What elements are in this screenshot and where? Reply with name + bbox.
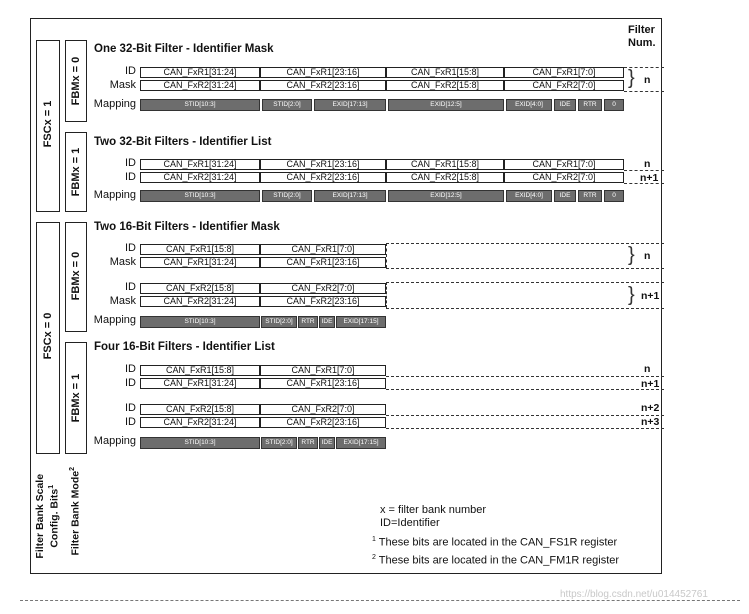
filter-num-header — [628, 24, 656, 50]
s1-r1-c3: CAN_FxR1[15:8] — [386, 67, 504, 78]
s3-brace-1: } — [628, 244, 635, 266]
s4-num-1: n — [644, 363, 651, 375]
scale-sup: 1 — [47, 484, 55, 489]
s4-dash-3 — [386, 415, 664, 416]
note-line4-sup: 2 — [372, 554, 376, 561]
s3-dash-1 — [386, 243, 664, 244]
s1-dash-bot — [624, 91, 664, 92]
s4-r2-c1: CAN_FxR1[31:24] — [140, 378, 260, 389]
s4-r1-c1: CAN_FxR1[15:8] — [140, 365, 260, 376]
s4-map-3: RTR — [298, 437, 318, 449]
s3-num-2: n+1 — [641, 290, 660, 302]
s3-r3-c1: CAN_FxR2[15:8] — [140, 283, 260, 294]
s2-dash-top — [624, 170, 664, 171]
s3-dash-4 — [386, 308, 664, 309]
fbmx0-a-label: FBMx = 0 — [70, 56, 82, 106]
s3-row3-label: ID — [125, 281, 136, 293]
s2-r1-c1: CAN_FxR1[31:24] — [140, 159, 260, 170]
fbmx1-a-label: FBMx = 1 — [70, 147, 82, 197]
s4-num-4: n+3 — [641, 416, 660, 428]
s1-map-8: 0 — [604, 99, 624, 111]
mode-sup: 2 — [68, 467, 76, 471]
s4-map-4: IDE — [319, 437, 335, 449]
note-line3-sup: 1 — [372, 536, 376, 543]
s1-r1-c4: CAN_FxR1[7:0] — [504, 67, 624, 78]
s2-mapping-label: Mapping — [93, 189, 136, 201]
s2-map-7: RTR — [578, 190, 602, 202]
s3-row4-label: Mask — [109, 295, 136, 307]
s1-r2-c1: CAN_FxR2[31:24] — [140, 80, 260, 91]
fbmx1-b-label: FBMx = 1 — [70, 373, 82, 423]
s4-row3-label: ID — [125, 402, 136, 414]
fbmx0-b-label: FBMx = 0 — [70, 251, 82, 301]
s2-r2-c1: CAN_FxR2[31:24] — [140, 172, 260, 183]
note-line4 — [372, 554, 619, 567]
s4-row2-label: ID — [125, 377, 136, 389]
s2-map-8: 0 — [604, 190, 624, 202]
s3-dashv-2 — [386, 282, 387, 308]
section2-title: Two 32-Bit Filters - Identifier List — [94, 136, 272, 148]
filter-num-header-line2: Num. — [628, 37, 656, 49]
fscx0-label: FSCx = 0 — [42, 312, 54, 360]
bottom-separator — [20, 600, 740, 601]
s4-row4-label: ID — [125, 416, 136, 428]
s3-num-1: n — [644, 250, 651, 262]
s1-map-2: STID[2:0] — [262, 99, 312, 111]
s1-map-5: EXID[4:0] — [506, 99, 552, 111]
s3-r4-c2: CAN_FxR2[23:16] — [260, 296, 386, 307]
note-line3 — [372, 536, 617, 549]
s2-num-2: n+1 — [640, 172, 659, 184]
s3-r2-c2: CAN_FxR1[23:16] — [260, 257, 386, 268]
s1-r2-c3: CAN_FxR2[15:8] — [386, 80, 504, 91]
s3-mapping-label: Mapping — [93, 314, 136, 326]
section3-title: Two 16-Bit Filters - Identifier Mask — [94, 221, 280, 233]
s2-map-2: STID[2:0] — [262, 190, 312, 202]
s4-dash-4 — [386, 428, 664, 429]
s1-r1-c2: CAN_FxR1[23:16] — [260, 67, 386, 78]
s3-brace-2: } — [628, 284, 635, 306]
s2-map-6: IDE — [554, 190, 576, 202]
filter-bank-scale-label — [34, 461, 61, 571]
s1-map-3: EXID[17:13] — [314, 99, 386, 111]
s2-map-5: EXID[4:0] — [506, 190, 552, 202]
s1-r2-c4: CAN_FxR2[7:0] — [504, 80, 624, 91]
s4-dash-2 — [386, 389, 664, 390]
s4-r3-c1: CAN_FxR2[15:8] — [140, 404, 260, 415]
s4-num-3: n+2 — [641, 402, 660, 414]
filter-num-header-line1: Filter — [628, 24, 655, 36]
section1-title: One 32-Bit Filter - Identifier Mask — [94, 43, 274, 55]
s2-row1-label: ID — [125, 157, 136, 169]
note-line4-text: These bits are located in the CAN_FM1R register — [378, 554, 620, 567]
s3-r1-c2: CAN_FxR1[7:0] — [260, 244, 386, 255]
s4-r1-c2: CAN_FxR1[7:0] — [260, 365, 386, 376]
s4-dash-1 — [386, 376, 664, 377]
section4-title: Four 16-Bit Filters - Identifier List — [94, 341, 275, 353]
watermark: https://blog.csdn.net/u014452761 — [560, 589, 708, 600]
s4-map-5: EXID[17:15] — [336, 437, 386, 449]
s2-map-1: STID[10:3] — [140, 190, 260, 202]
fscx1-label: FSCx = 1 — [42, 100, 54, 148]
s4-row1-label: ID — [125, 363, 136, 375]
s3-map-3: RTR — [298, 316, 318, 328]
s2-r2-c2: CAN_FxR2[23:16] — [260, 172, 386, 183]
s2-r2-c4: CAN_FxR2[7:0] — [504, 172, 624, 183]
s3-dash-2 — [386, 268, 664, 269]
filter-bank-mode-text: Filter Bank Mode — [69, 470, 82, 556]
s3-row2-label: Mask — [109, 256, 136, 268]
s2-num-1: n — [644, 158, 651, 170]
s1-row1-label: ID — [125, 65, 136, 77]
note-line2: ID=Identifier — [380, 517, 440, 529]
s2-r2-c3: CAN_FxR2[15:8] — [386, 172, 504, 183]
s2-r1-c2: CAN_FxR1[23:16] — [260, 159, 386, 170]
s1-mapping-label: Mapping — [93, 98, 136, 110]
s1-num-1: n — [644, 74, 651, 86]
s3-r2-c1: CAN_FxR1[31:24] — [140, 257, 260, 268]
s4-r2-c2: CAN_FxR1[23:16] — [260, 378, 386, 389]
s4-mapping-label: Mapping — [93, 435, 136, 447]
s1-row2-label: Mask — [109, 79, 136, 91]
s3-map-1: STID[10:3] — [140, 316, 260, 328]
s2-row2-label: ID — [125, 171, 136, 183]
note-line3-text: These bits are located in the CAN_FS1R register — [378, 536, 618, 549]
note-line1: x = filter bank number — [380, 504, 487, 516]
s3-map-2: STID[2:0] — [261, 316, 297, 328]
s3-r4-c1: CAN_FxR2[31:24] — [140, 296, 260, 307]
s3-dashv-1 — [386, 243, 387, 268]
s3-dash-3 — [386, 282, 664, 283]
s2-r1-c3: CAN_FxR1[15:8] — [386, 159, 504, 170]
s4-r4-c2: CAN_FxR2[23:16] — [260, 417, 386, 428]
s1-r2-c2: CAN_FxR2[23:16] — [260, 80, 386, 91]
s3-map-4: IDE — [319, 316, 335, 328]
s3-row1-label: ID — [125, 242, 136, 254]
s1-map-4: EXID[12:5] — [388, 99, 504, 111]
s1-brace: } — [628, 67, 635, 89]
s1-map-7: RTR — [578, 99, 602, 111]
s2-map-4: EXID[12:5] — [388, 190, 504, 202]
s4-r3-c2: CAN_FxR2[7:0] — [260, 404, 386, 415]
s1-r1-c1: CAN_FxR1[31:24] — [140, 67, 260, 78]
s3-r3-c2: CAN_FxR2[7:0] — [260, 283, 386, 294]
s4-num-2: n+1 — [641, 378, 660, 390]
s4-map-2: STID[2:0] — [261, 437, 297, 449]
s2-r1-c4: CAN_FxR1[7:0] — [504, 159, 624, 170]
s1-map-1: STID[10:3] — [140, 99, 260, 111]
s4-r4-c1: CAN_FxR2[31:24] — [140, 417, 260, 428]
s3-r1-c1: CAN_FxR1[15:8] — [140, 244, 260, 255]
s3-map-5: EXID[17:15] — [336, 316, 386, 328]
s4-map-1: STID[10:3] — [140, 437, 260, 449]
filter-bank-mode-label — [69, 461, 82, 561]
s2-map-3: EXID[17:13] — [314, 190, 386, 202]
filter-bank-scale-text: Filter Bank Scale Config. Bits — [33, 473, 61, 559]
s1-map-6: IDE — [554, 99, 576, 111]
